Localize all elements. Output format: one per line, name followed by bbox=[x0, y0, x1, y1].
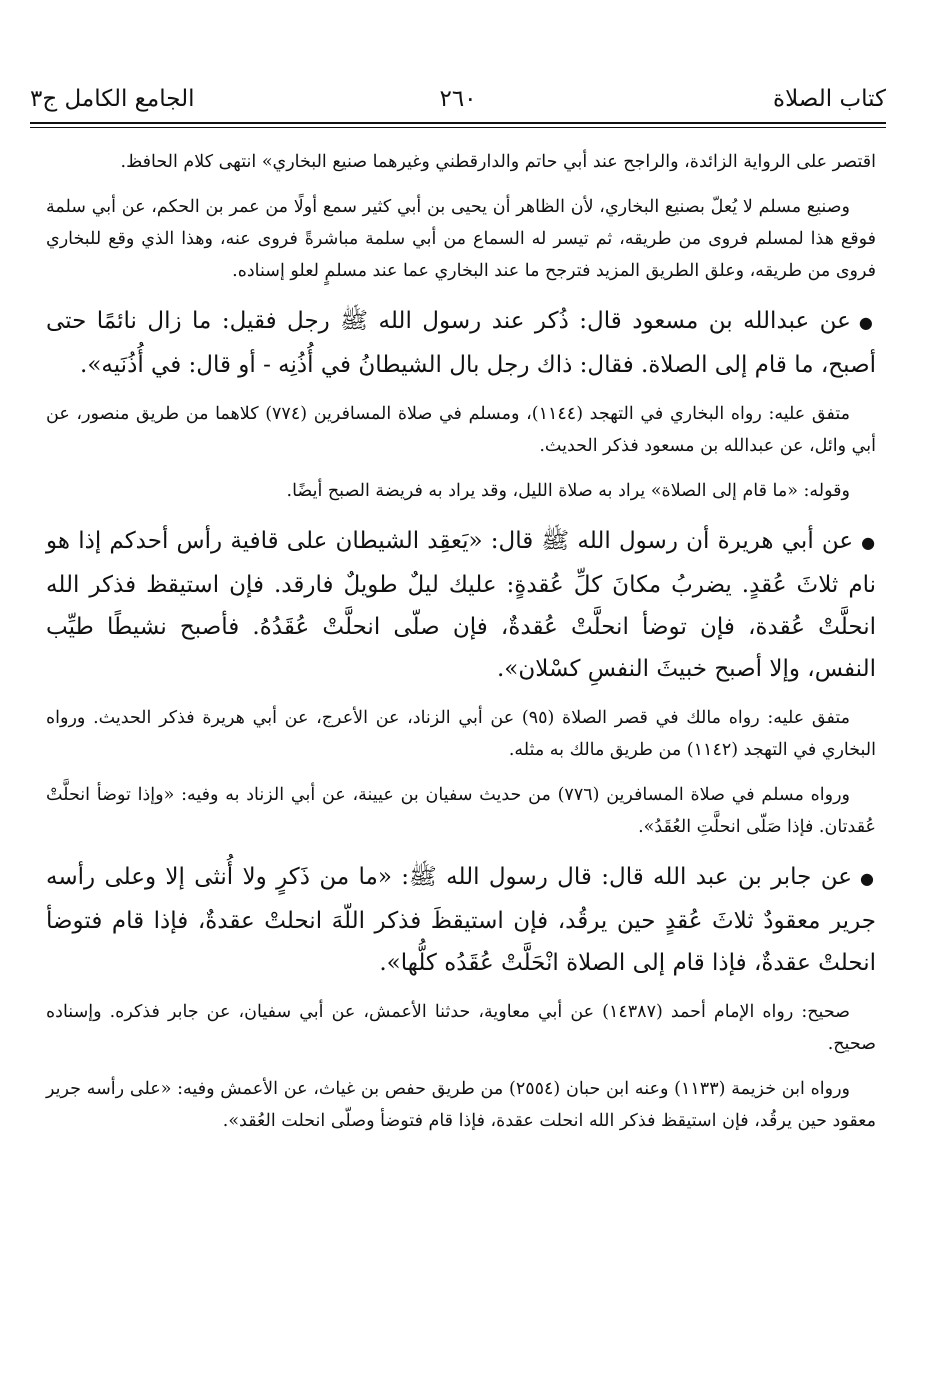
commentary-paragraph: وقوله: «ما قام إلى الصلاة» يراد به صلاة الليل، وقد يراد به فريضة الصبح أيضًا. bbox=[286, 481, 850, 501]
hadith-text: عن جابر بن عبد الله قال: قال رسول الله ﷺ: «ما من ذَكرٍ ولا أُنثى إلا وعلى رأسه جرير معقودٌ ثلاثَ عُقدٍ حين يرقُد، فإن استيقظَ فذكر اللّهَ انحلتْ عقدةٌ، فإذا قام فتوضأ انحلتْ عقدةٌ، فإذا قام إلى الصلاة انْحَلَّتْ عُقَدُه كلُّها». bbox=[46, 864, 876, 976]
hadith-paragraph bbox=[46, 520, 876, 690]
page-number: ٢٦٠ bbox=[439, 86, 477, 112]
hadith-paragraph bbox=[46, 856, 876, 984]
bullet-icon: ● bbox=[861, 533, 876, 552]
hadith-text: عن عبدالله بن مسعود قال: ذُكر عند رسول الله ﷺ رجل فقيل: ما زال نائمًا حتى أصبح، ما قام إلى الصلاة. فقال: ذاك رجل بال الشيطانُ في أُذُنِه - أو قال: في أُذُنَيه». bbox=[46, 308, 876, 378]
book-title: الجامع الكامل ج٣ bbox=[30, 86, 195, 112]
header-rule-thin bbox=[30, 127, 886, 128]
bullet-icon: ● bbox=[860, 869, 877, 888]
takhrij-paragraph: متفق عليه: رواه مالك في قصر الصلاة (٩٥) عن أبي الزناد، عن الأعرج، عن أبي هريرة فذكر الحديث. ورواه البخاري في التهجد (١١٤٢) من طريق مالك به مثله. bbox=[46, 708, 876, 760]
page-body bbox=[46, 146, 876, 1150]
takhrij-paragraph: ورواه ابن خزيمة (١١٣٣) وعنه ابن حبان (٢٥٥٤) من طريق حفص بن غياث، عن الأعمش وفيه: «على رأسه جرير معقود حين يرقُد، فإن استيقظ فذكر الله انحلت عقدة، فإذا قام فتوضأ وصلّى انحلت العُقد». bbox=[46, 1079, 876, 1131]
page-header bbox=[30, 78, 886, 122]
commentary-paragraph: اقتصر على الرواية الزائدة، والراجح عند أبي حاتم والدارقطني وغيرهما صنيع البخاري» انتهى كلام الحافظ. bbox=[120, 152, 876, 172]
commentary-paragraph: وصنيع مسلم لا يُعلّ بصنيع البخاري، لأن الظاهر أن يحيى بن أبي كثير سمع أولًا من عمر بن الحكم، عن أبي سلمة فوقع هذا لمسلم فروى من طريقه، ثم تيسر له السماع من أبي سلمة مباشرةً فروى عنه، وهذا الذي وقع للبخاري فروى من طريقه، وعلق الطريق المزيد فترجح ما عند البخاري عما عند مسلمٍ لعلو إسناده. bbox=[46, 197, 876, 281]
header-rule-thick bbox=[30, 122, 886, 124]
takhrij-paragraph: صحيح: رواه الإمام أحمد (١٤٣٨٧) عن أبي معاوية، حدثنا الأعمش، عن أبي سفيان، عن جابر فذكره. وإسناده صحيح. bbox=[46, 1002, 876, 1054]
hadith-text: عن أبي هريرة أن رسول الله ﷺ قال: «يَعقِد الشيطان على قافية رأس أحدكم إذا هو نام ثلاثَ عُقدٍ. يضربُ مكانَ كلِّ عُقدةٍ: عليك ليلٌ طويلٌ فارقد. فإن استيقظ فذكر الله انحلَّتْ عُقدة، فإن توضأ انحلَّتْ عُقدةٌ، فإن صلّى انحلَّتْ عُقَدُهُ. فأصبح نشيطًا طيِّب النفس، وإلا أصبح خبيثَ النفسِ كسْلان». bbox=[46, 528, 876, 682]
takhrij-paragraph: ورواه مسلم في صلاة المسافرين (٧٧٦) من حديث سفيان بن عيينة، عن أبي الزناد به وفيه: «وإذا توضأ انحلَّتْ عُقدتان. فإذا صَلّى انحلَّتِ العُقَدُ». bbox=[46, 785, 876, 837]
bullet-icon: ● bbox=[858, 313, 876, 332]
hadith-paragraph bbox=[46, 300, 876, 386]
book-section-title: كتاب الصلاة bbox=[773, 86, 886, 112]
takhrij-paragraph: متفق عليه: رواه البخاري في التهجد (١١٤٤)، ومسلم في صلاة المسافرين (٧٧٤) كلاهما من طريق منصور، عن أبي وائل، عن عبدالله بن مسعود فذكر الحديث. bbox=[46, 404, 876, 456]
